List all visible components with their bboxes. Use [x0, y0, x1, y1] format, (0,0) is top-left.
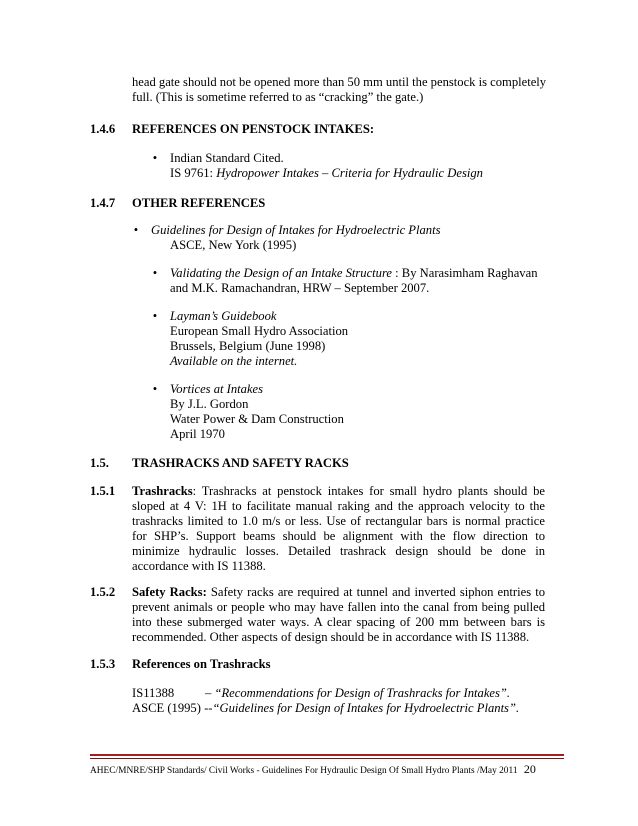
reference-prefix: IS 9761: [170, 166, 217, 180]
reference-separator: -- [200, 701, 213, 715]
paragraph-lead: Trashracks [132, 484, 193, 498]
page-footer [90, 763, 564, 777]
section-heading-1-5-3: References on Trashracks [132, 657, 271, 671]
reference-title: Guidelines for Design of Intakes for Hydroelectric Plants [151, 223, 441, 237]
intro-line-2: full. (This is sometime referred to as “cracking” the gate.) [132, 90, 424, 104]
reference-code: ASCE (1995) [132, 701, 201, 715]
reference-separator: – [205, 686, 215, 700]
reference-line: and M.K. Ramachandran, HRW – September 2007. [170, 281, 430, 295]
intro-line-1: head gate should not be opened more than 50 mm until the penstock is completely [132, 75, 547, 89]
footer-text: AHEC/MNRE/SHP Standards/ Civil Works - Guidelines For Hydraulic Design Of Small Hydro Plants /May 2011 [90, 766, 518, 776]
bullet-icon: • [152, 382, 158, 396]
reference-line: April 1970 [170, 427, 225, 441]
section-heading-1-5: TRASHRACKS AND SAFETY RACKS [132, 456, 349, 470]
reference-item [170, 266, 538, 296]
paragraph-text: : Trashracks at penstock intakes for small hydro plants should be sloped at 4 V: 1H to facilitate manual raking and the approach velocity to the trashracks limited to 1.0 m/s or less. Use of rectangular bars is normal practice for SHP’s. Support beams should be alignment with the flow direction to minimize hydraulic losses. Detailed trashrack design should be done in accordance with IS 11388. [132, 484, 545, 573]
reference-title: “Recommendations for Design of Trashracks for Intakes”. [214, 686, 511, 700]
reference-line [170, 266, 538, 281]
page-number: 20 [523, 762, 536, 776]
reference-line: By J.L. Gordon [170, 397, 249, 411]
section-heading-1-4-7: OTHER REFERENCES [132, 196, 266, 210]
section-heading-1-4-6: REFERENCES ON PENSTOCK INTAKES: [132, 122, 375, 136]
reference-line: Brussels, Belgium (June 1998) [170, 339, 326, 353]
reference-title: Validating the Design of an Intake Structure [170, 266, 392, 280]
reference-title: Hydropower Intakes – Criteria for Hydraulic Design [216, 166, 483, 180]
reference-title: “Guidelines for Design of Intakes for Hydroelectric Plants”. [212, 701, 520, 715]
reference-title: Vortices at Intakes [170, 382, 264, 396]
bullet-icon: • [152, 309, 158, 323]
trashrack-reference-1 [132, 686, 510, 701]
bullet-icon: • [133, 223, 139, 237]
reference-item [151, 223, 441, 253]
section-number-1-5-2: 1.5.2 [90, 585, 116, 599]
reference-item [170, 309, 348, 369]
reference-item-is9761 [170, 151, 483, 181]
reference-line: Available on the internet. [170, 354, 298, 368]
bullet-icon: • [152, 151, 158, 165]
reference-line: European Small Hydro Association [170, 324, 349, 338]
reference-item [170, 382, 344, 442]
section-number-1-4-6: 1.4.6 [90, 122, 116, 136]
bullet-icon: • [152, 266, 158, 280]
paragraph-text: Safety racks are required at tunnel and inverted siphon entries to prevent animals or people who may have fallen into the canal from being pulled into these submerged water ways. A clear spacing of 200 mm between bars is recommended. Other aspects of design should be in accordance with IS 11388. [132, 585, 545, 644]
reference-line: ASCE, New York (1995) [170, 238, 297, 252]
section-number-1-5-1: 1.5.1 [90, 484, 116, 498]
reference-title: Layman’s Guidebook [170, 309, 277, 323]
reference-line [170, 166, 483, 181]
paragraph-lead: Safety Racks: [132, 585, 207, 599]
reference-code: IS11388 [132, 686, 175, 700]
reference-author: : By Narasimham Raghavan [392, 266, 538, 280]
safety-racks-paragraph [132, 585, 545, 645]
section-number-1-5: 1.5. [90, 456, 109, 470]
section-number-1-4-7: 1.4.7 [90, 196, 116, 210]
trashrack-reference-2 [132, 701, 519, 716]
reference-line: Water Power & Dam Construction [170, 412, 344, 426]
trashracks-paragraph [132, 484, 545, 574]
section-number-1-5-3: 1.5.3 [90, 657, 116, 671]
footer-rule [90, 758, 564, 759]
footer-rule [90, 754, 564, 756]
intro-paragraph [132, 75, 572, 105]
reference-line: Indian Standard Cited. [170, 151, 284, 165]
